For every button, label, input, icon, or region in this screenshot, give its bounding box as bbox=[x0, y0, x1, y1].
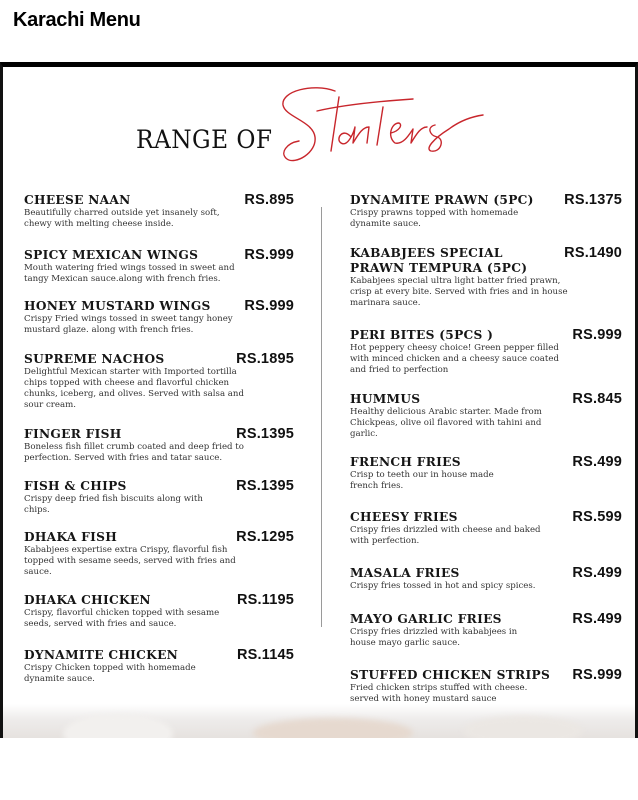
item-price: RS.499 bbox=[572, 611, 622, 627]
menu-item-dhaka-fish bbox=[24, 530, 294, 578]
menu-item-cheesy-fries bbox=[350, 510, 622, 547]
item-description: Healthy delicious Arabic starter. Made from Chickpeas, olive oil flavored with tahini and garlic. bbox=[350, 407, 542, 439]
item-price: RS.895 bbox=[244, 192, 294, 208]
menu-item-french-fries bbox=[350, 455, 622, 492]
item-name: DHAKA FISH bbox=[24, 530, 118, 544]
column-divider bbox=[321, 207, 322, 627]
item-description: Crisp to teeth our in house made french fries. bbox=[350, 470, 494, 491]
item-description: Crispy fries tossed in hot and spicy spices. bbox=[350, 581, 536, 591]
item-name: FINGER FISH bbox=[24, 427, 122, 441]
item-price: RS.1490 bbox=[564, 245, 622, 261]
item-description: Kababjees expertise extra Crispy, flavorful fish topped with sesame seeds, served with fries and sauce. bbox=[24, 545, 236, 577]
item-description: Fried chicken strips stuffed with cheese. served with honey mustard sauce bbox=[350, 683, 528, 704]
item-description: Boneless fish fillet crumb coated and deep fried to perfection. Served with fries and tatar sauce. bbox=[24, 442, 244, 463]
item-name: MASALA FRIES bbox=[350, 566, 460, 580]
item-name: SUPREME NACHOS bbox=[24, 352, 165, 366]
item-price: RS.499 bbox=[572, 565, 622, 581]
item-price: RS.845 bbox=[572, 391, 622, 407]
item-description: Mouth watering fried wings tossed in sweet and tangy Mexican sauce.along with french fries. bbox=[24, 263, 235, 284]
menu-item-honey-mustard-wings bbox=[24, 299, 294, 336]
menu-item-hummus bbox=[350, 392, 622, 440]
page-title: Karachi Menu bbox=[13, 9, 141, 31]
item-description: Beautifully charred outside yet insanely soft, chewy with melting cheese inside. bbox=[24, 208, 220, 229]
item-price: RS.1195 bbox=[236, 592, 294, 608]
item-name: CHEESE NAAN bbox=[24, 193, 131, 207]
item-description: Hot peppery cheesy choice! Green pepper filled with minced chicken and a cheesy sauce coated and fried to perfection bbox=[350, 343, 559, 375]
item-price: RS.999 bbox=[572, 667, 622, 683]
item-price: RS.1375 bbox=[564, 192, 622, 208]
item-description: Kababjees special ultra light batter fried prawn, crisp at every bite. Served with fries and in house marinara sauce. bbox=[350, 276, 568, 308]
item-description: Crispy prawns topped with homemade dynamite sauce. bbox=[350, 208, 519, 229]
item-description: Crispy Fried wings tossed in sweet tangy honey mustard glaze. along with french fries. bbox=[24, 314, 233, 335]
item-description: Delightful Mexican starter with Imported tortilla chips topped with cheese and flavorful chicken chunks, iceberg, and olives. Served with salsa and sour cream. bbox=[24, 367, 244, 410]
menu-item-fish-and-chips bbox=[24, 479, 294, 516]
item-description: Crispy deep fried fish biscuits along with chips. bbox=[24, 494, 203, 515]
menu-item-spicy-mexican-wings bbox=[24, 248, 294, 285]
item-price: RS.999 bbox=[244, 298, 294, 314]
item-description: Crispy Chicken topped with homemade dynamite sauce. bbox=[24, 663, 196, 684]
item-name: STUFFED CHICKEN STRIPS bbox=[350, 668, 551, 682]
item-name: HONEY MUSTARD WINGS bbox=[24, 299, 211, 313]
item-price: RS.1395 bbox=[236, 426, 294, 442]
menu-item-mayo-garlic-fries bbox=[350, 612, 622, 649]
item-price: RS.1895 bbox=[236, 351, 294, 367]
menu-item-masala-fries bbox=[350, 566, 622, 592]
item-description: Crispy, flavorful chicken topped with sesame seeds, served with fries and sauce. bbox=[24, 608, 220, 629]
item-name: KABABJEES SPECIAL PRAWN TEMPURA (5PC) bbox=[350, 246, 528, 275]
menu-item-special-prawn-tempura bbox=[350, 246, 622, 309]
item-name: MAYO GARLIC FRIES bbox=[350, 612, 502, 626]
menu-item-cheese-naan bbox=[24, 193, 294, 230]
menu-item-peri-bites bbox=[350, 328, 622, 376]
menu-item-supreme-nachos bbox=[24, 352, 294, 411]
item-description: Crispy fries drizzled with kababjees in house mayo garlic sauce. bbox=[350, 627, 518, 648]
menu-item-dynamite-prawn bbox=[350, 193, 622, 230]
item-price: RS.999 bbox=[572, 327, 622, 343]
item-price: RS.1395 bbox=[236, 478, 294, 494]
item-name: DYNAMITE CHICKEN bbox=[24, 648, 179, 662]
item-price: RS.1295 bbox=[236, 529, 294, 545]
item-price: RS.499 bbox=[572, 454, 622, 470]
food-photo-strip bbox=[3, 704, 635, 738]
starters-script-heading bbox=[273, 77, 513, 172]
item-name: DYNAMITE PRAWN (5PC) bbox=[350, 193, 534, 207]
item-name: CHEESY FRIES bbox=[350, 510, 458, 524]
menu-item-dhaka-chicken bbox=[24, 593, 294, 630]
item-name: FISH & CHIPS bbox=[24, 479, 127, 493]
item-name: PERI BITES (5PCS ) bbox=[350, 328, 494, 342]
item-name: HUMMUS bbox=[350, 392, 421, 406]
menu-heading bbox=[3, 67, 635, 177]
heading-prefix: RANGE OF bbox=[136, 125, 273, 154]
item-name: DHAKA CHICKEN bbox=[24, 593, 151, 607]
item-price: RS.1145 bbox=[236, 647, 294, 663]
menu-image bbox=[0, 62, 638, 738]
item-price: RS.999 bbox=[244, 247, 294, 263]
menu-item-dynamite-chicken bbox=[24, 648, 294, 685]
item-description: Crispy fries drizzled with cheese and baked with perfection. bbox=[350, 525, 541, 546]
menu-item-stuffed-chicken-strips bbox=[350, 668, 622, 705]
item-name: SPICY MEXICAN WINGS bbox=[24, 248, 199, 262]
item-name: FRENCH FRIES bbox=[350, 455, 461, 469]
menu-item-finger-fish bbox=[24, 427, 294, 464]
item-price: RS.599 bbox=[572, 509, 622, 525]
